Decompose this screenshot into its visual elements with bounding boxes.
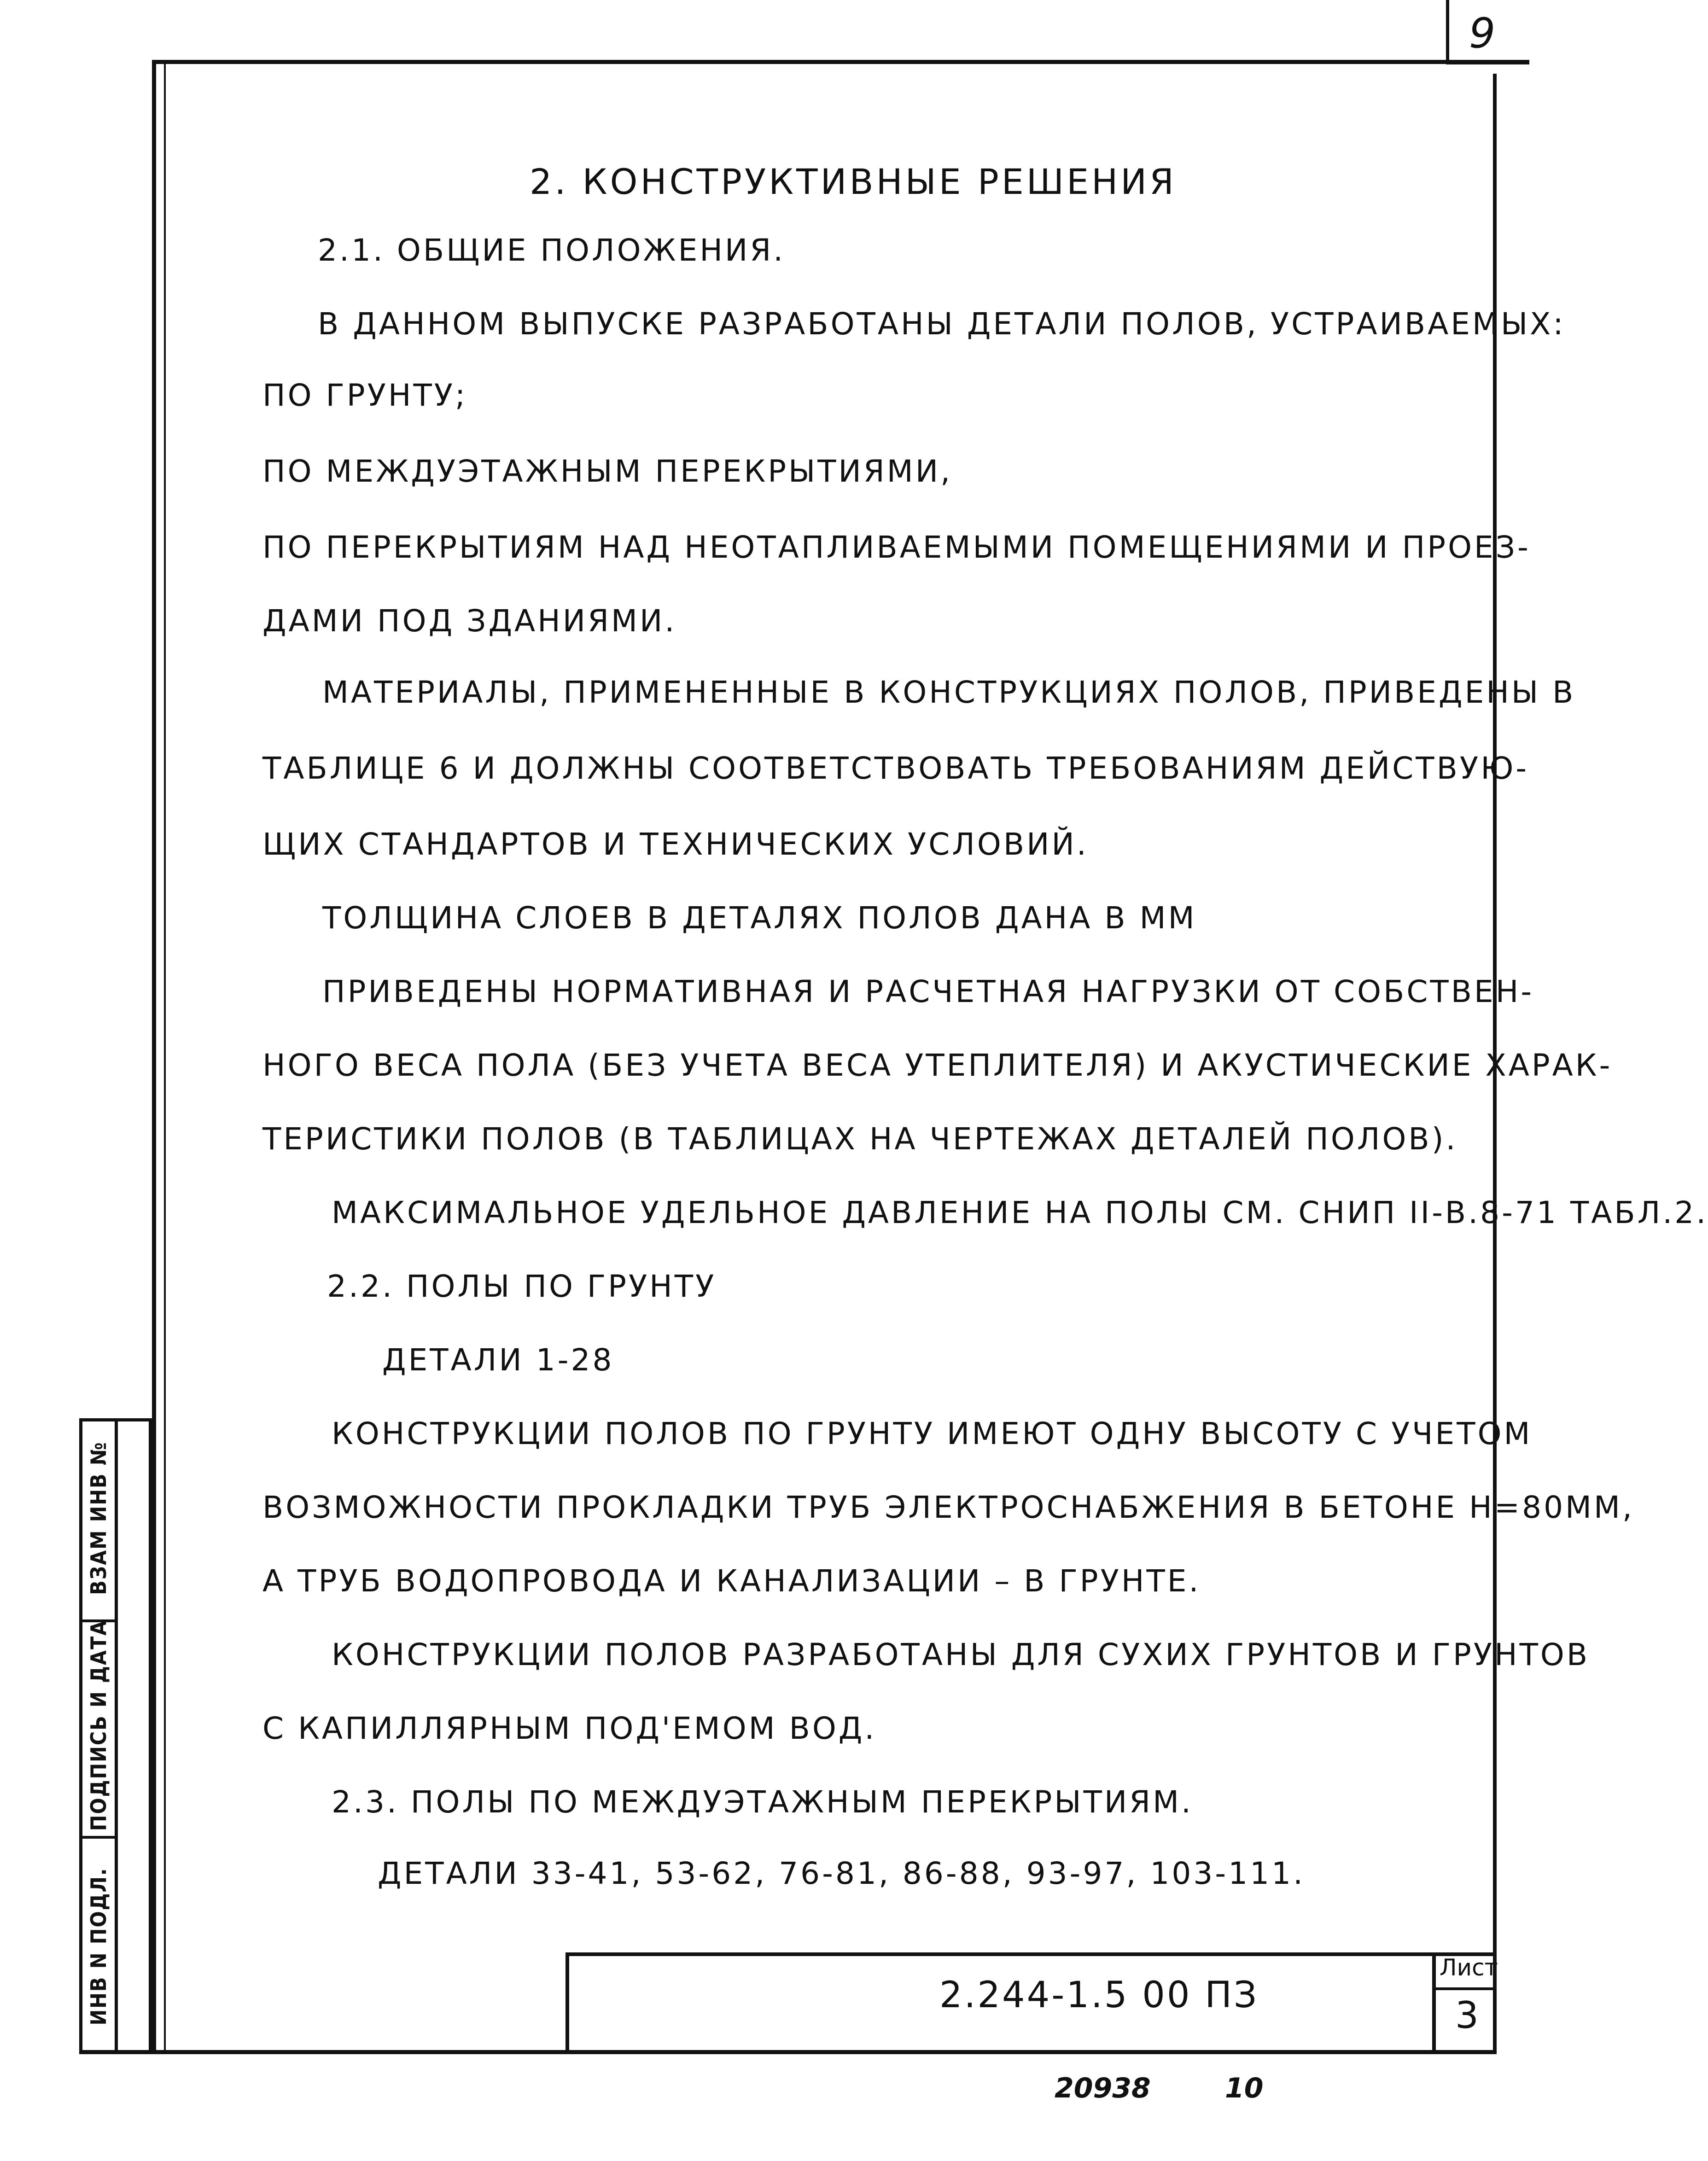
text-line: ТОЛЩИНА СЛОЕВ В ДЕТАЛЯХ ПОЛОВ ДАНА В ММ xyxy=(322,900,1197,936)
text-line: КОНСТРУКЦИИ ПОЛОВ ПО ГРУНТУ ИМЕЮТ ОДНУ ВЫСОТУ С УЧЕТОМ xyxy=(332,1416,1533,1451)
text-line: ПО ГРУНТУ; xyxy=(262,378,468,413)
text-line: КОНСТРУКЦИИ ПОЛОВ РАЗРАБОТАНЫ ДЛЯ СУХИХ ГРУНТОВ И ГРУНТОВ xyxy=(332,1637,1590,1672)
section-2-2-title: 2.2. ПОЛЫ ПО ГРУНТУ xyxy=(327,1269,717,1304)
text-line: В ДАННОМ ВЫПУСКЕ РАЗРАБОТАНЫ ДЕТАЛИ ПОЛОВ, УСТРАИВАЕМЫХ: xyxy=(318,306,1566,342)
text-line: ВОЗМОЖНОСТИ ПРОКЛАДКИ ТРУБ ЭЛЕКТРОСНАБЖЕНИЯ В БЕТОНЕ H=80ММ, xyxy=(262,1490,1634,1525)
text-line: ЩИХ СТАНДАРТОВ И ТЕХНИЧЕСКИХ УСЛОВИЙ. xyxy=(262,827,1089,862)
corner-notch-right xyxy=(1493,60,1529,64)
side-stamp xyxy=(79,1418,118,2054)
sheet-number: 3 xyxy=(1455,1994,1479,2037)
corner-notch-vertical xyxy=(1446,0,1449,64)
text-line: НОГО ВЕСА ПОЛА (БЕЗ УЧЕТА ВЕСА УТЕПЛИТЕЛЯ) И АКУСТИЧЕСКИЕ ХАРАК- xyxy=(262,1048,1613,1083)
text-line: А ТРУБ ВОДОПРОВОДА И КАНАЛИЗАЦИИ – В ГРУНТЕ. xyxy=(262,1563,1201,1599)
text-line: ДАМИ ПОД ЗДАНИЯМИ. xyxy=(262,603,677,639)
text-line: С КАПИЛЛЯРНЫМ ПОД'ЕМОМ ВОД. xyxy=(262,1711,877,1746)
text-line: ТАБЛИЦЕ 6 И ДОЛЖНЫ СООТВЕТСТВОВАТЬ ТРЕБОВАНИЯМ ДЕЙСТВУЮ- xyxy=(262,751,1529,786)
text-line: ПО МЕЖДУЭТАЖНЫМ ПЕРЕКРЫТИЯМИ, xyxy=(262,454,953,489)
footer-sheet-count: 10 xyxy=(1225,2072,1264,2104)
side-label-inv-podl: ИНВ N ПОДЛ. xyxy=(86,1867,111,2026)
side-stamp-separator xyxy=(82,1836,115,1839)
text-line: ТЕРИСТИКИ ПОЛОВ (В ТАБЛИЦАХ НА ЧЕРТЕЖАХ ДЕТАЛЕЙ ПОЛОВ). xyxy=(262,1121,1458,1157)
section-2-3-details: ДЕТАЛИ 33-41, 53-62, 76-81, 86-88, 93-97, 103-111. xyxy=(378,1856,1306,1891)
document-code: 2.244-1.5 00 ПЗ xyxy=(939,1975,1259,2016)
sheet-label: Лист xyxy=(1440,1954,1498,1981)
footer-archive-number: 20938 xyxy=(1055,2072,1151,2104)
frame-top-line xyxy=(152,60,1497,64)
section-2-2-details: ДЕТАЛИ 1-28 xyxy=(382,1342,614,1378)
side-label-vzam-inv: ВЗАМ ИНВ № xyxy=(86,1441,111,1595)
section-2-3-title: 2.3. ПОЛЫ ПО МЕЖДУЭТАЖНЫМ ПЕРЕКРЫТИЯМ. xyxy=(332,1784,1194,1820)
page-title: 2. КОНСТРУКТИВНЫЕ РЕШЕНИЯ xyxy=(530,161,1177,202)
frame-left-line xyxy=(152,60,156,2054)
corner-page-number: 9 xyxy=(1469,9,1496,58)
text-line: МАКСИМАЛЬНОЕ УДЕЛЬНОЕ ДАВЛЕНИЕ НА ПОЛЫ СМ. СНИП II-В.8-71 ТАБЛ.2. xyxy=(332,1195,1708,1230)
frame-left-inner-line xyxy=(164,60,166,2054)
text-line: ПО ПЕРЕКРЫТИЯМ НАД НЕОТАПЛИВАЕМЫМИ ПОМЕЩЕНИЯМИ И ПРОЕЗ- xyxy=(262,530,1531,565)
side-stamp-inner-column xyxy=(118,1418,152,2054)
side-label-podpis-data: ПОДПИСЬ И ДАТА xyxy=(86,1619,111,1831)
text-line: МАТЕРИАЛЫ, ПРИМЕНЕННЫЕ В КОНСТРУКЦИЯХ ПОЛОВ, ПРИВЕДЕНЫ В xyxy=(322,675,1576,710)
section-2-1-title: 2.1. ОБЩИЕ ПОЛОЖЕНИЯ. xyxy=(318,233,786,268)
text-line: ПРИВЕДЕНЫ НОРМАТИВНАЯ И РАСЧЕТНАЯ НАГРУЗКИ ОТ СОБСТВЕН- xyxy=(322,974,1534,1009)
sheet-cell-separator xyxy=(1436,1987,1497,1990)
